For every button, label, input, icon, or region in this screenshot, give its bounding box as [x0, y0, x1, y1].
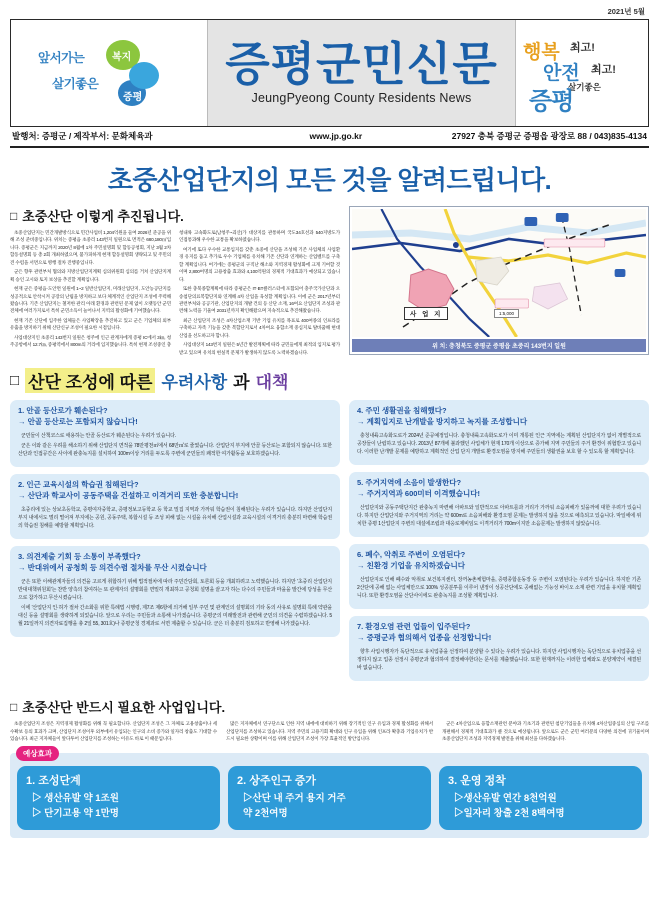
concern-para: 초중리에 있는 상보초등학교, 증평여자중학교, 증평정보고등학교 등 학교 밀집 지역과 가까워 학습권이 침해된다는 우려가 있습니다. 하지만 산업단지 부지 내에서도 멀리 떨어져 부지에는 공원, 공동주택, 복합시설 등 조성 피해 없는 시설을 유치해 산업시설과 교육시설의 이격거리 충분히 마련해 학습권의 학습권 침해를 예방할 계획입니다. — [18, 506, 332, 529]
concern-answer: → 안골 등산로는 포함되지 않습니다! — [18, 416, 138, 426]
brand-safe-text: 안전 — [543, 63, 580, 84]
paper-title: 증평군민신문 — [225, 38, 498, 91]
section2-title-part2: 우려사항 — [161, 373, 228, 392]
concern-para: 군은 또한 이해관계자들의 의견을 고르게 취합하기 위해 법적절차에 따라 주민간담회, 토론회 등을 개최하려고 노력했습니다. 하지만 '초중리 산업단지 반대대책위원회'는 찬반 양측의 참여하는 또 관계자의 설명회를 면밀히 개최하고 공청회 설명을 끝고자 하는 다수의 주민들과 마을을 발간에 당성을 무산으로 참가하고 무산시켰습니다. — [18, 578, 332, 601]
section2-title-part3: 과 — [233, 373, 250, 392]
section1-title: 초중산단 이렇게 추진됩니다. — [22, 209, 184, 224]
concern-question: 4. 주민 생활권을 침해했다? — [357, 406, 447, 415]
effect-card — [228, 766, 431, 829]
square-bullet-icon: □ — [10, 208, 18, 223]
concern-body — [357, 504, 641, 528]
section3-title: 초중산단 반드시 필요한 사업입니다. — [22, 700, 226, 716]
concern-answer: → 주거지역과 600미터 이격했습니다! — [357, 488, 480, 498]
brand-live-text: 살기좋은 — [568, 82, 601, 92]
brand-best-text-1: 최고! — [570, 42, 595, 54]
masthead-brand-area — [516, 20, 648, 126]
location-map-image — [352, 209, 646, 337]
effect-card — [17, 766, 220, 829]
section1-para: 최근 산업단지 조성은 4차산업소재 기반 기업 유치를 목표로 400여종의 인프라를 구축하고 자족 기능을 갖춘 복합단지로서 4차여요 융합소재 중심지로 탈바꿈해 현대산업을 선도하고자 합니다. — [179, 317, 340, 338]
section1-para: 현재 군은 증평읍·도안면 일원에 1~2 일반산업단지, 미래산업단지, 도안농공단지를 성공적으로 안착시켜 공장의 난립을 방지하고 보다 체계적인 산업단지 조성에 주력해왔습니다. 기존 산업단지는 철저한 관리 아래 환경과 관련된 문제 없이 오랫동안 군민 전체에 여러가지로서 특히 군민소득이 늘어나서 지역의 활성화에 기여했습니다. — [10, 286, 171, 314]
effect-card-title: 2. 상주인구 증가 — [237, 775, 317, 788]
masthead-logo-area — [11, 20, 207, 126]
section1-para: 군은 향후 관련부처 협의와 지방산업단지계획 심의위원회 심의를 거쳐 산업단지계획 승인 고시와 토지 보상을 추진할 계획입니다. — [10, 269, 171, 282]
logo-line1: 앞서가는 — [38, 51, 85, 65]
section1-para: 초중산업단지는 민간개발방식으로 민간사업비 1,204억원을 들여 2026년 준공을 위해 조성 준비중입니다. 위치는 증평읍 초중리 143번지 일원으로 면적은 680,180㎡입니다. 증평군은 지금까지 2020년 8월에 1차 주민설명회 및 합동공청회, 지난 3월 2차 합동설명회 등 총 2회 개최하였으며, 불가피하게 현재 합동설명회 생략되고 및 주민의견 수렴을 서면으로 병행 절차 진행중입니다. — [10, 230, 171, 265]
expected-effects-panel — [10, 749, 649, 837]
concern-answer: → 반대위에서 공청회 등 의견수렴 절차를 무산 시켰습니다 — [18, 562, 207, 572]
section3-para: 초중산업단지 조성은 지역경제 활성화를 위해 꼭 필요합니다. 산업단지 조성은 그 자체로 고용창출이나 세수확보 등의 효과가 크며, 산업단지 조성이후 외부에서 유입되는 인구의 소비 증가와 일자리 창출도 기대할 수 있습니다. 최근 지자체들이 앞다투어 산업단지를 조성하는 이유도 바로 이 때문입니다. — [10, 721, 217, 741]
logo-blob-text-1: 복지 — [112, 52, 132, 63]
concern-question: 7. 환경오염 관련 업들이 입주된다? — [357, 622, 471, 632]
concern-question: 1. 안골 등산로가 훼손된다? — [18, 406, 108, 415]
effect-card-line: ▷ 단기고용 약 1만명 — [32, 808, 119, 820]
concern-body — [18, 506, 332, 530]
concern-body — [357, 648, 641, 672]
effect-card-line: ▷일자리 창출 2천 8백여명 — [454, 808, 565, 820]
concern-question: 5. 주거지역에 소음이 발생한다? — [357, 478, 462, 488]
logo-line2: 살기좋은 — [52, 77, 99, 91]
map-caption: 위 치: 충청북도 증평군 증평읍 초중리 143번지 일원 — [352, 339, 646, 352]
map-site-label: 사 업 지 — [404, 307, 448, 320]
effect-card-line: ▷생산유발 연간 8천억원 — [454, 793, 557, 805]
map-scale-label: 1:5,000 — [494, 309, 519, 318]
concern-para: 충청내륙고속화도로가 2024년 준공예정입니다. 충청내륙고속화도로가 이미 개통된 인근 지역에는 계획된 산업단지가 없어 개별적으로 공장들이 난립하고 있습니다. 2013년 87개에 불과했던 사업체가 현재 170개 이상으로 증가해 지역 주민들의 주거 환경이 위협받고 있습니다. 이러한 난개발 문제를 예방하고 계획적인 산업 단지 개발로 환경오염을 방지해 주민들의 생활권을 보호 할 수 있도록 할 계획입니다. — [357, 432, 641, 455]
expected-effects-badge: 예상효과 — [16, 746, 59, 761]
concern-body — [357, 432, 641, 456]
section3-heading — [10, 697, 649, 716]
section2-title-part1: 산단 조성에 따른 — [25, 368, 155, 393]
issue-date: 2021년 5월 — [607, 7, 645, 16]
concern-body — [18, 578, 332, 629]
concern-answer: → 계획입지로 난개발을 방지하고 녹지를 조성합니다 — [357, 416, 528, 426]
masthead — [10, 19, 649, 127]
concern-body — [357, 576, 641, 600]
effect-card-title: 3. 운영 정착 — [448, 775, 506, 788]
section1-body — [10, 229, 340, 356]
concern-item — [349, 472, 649, 537]
logo-blob-text-2: 증평 — [123, 92, 143, 103]
brand-happy-text: 행복 — [523, 42, 560, 63]
publisher-info: 발행처: 증평군 / 제작부서: 문화체육과 — [12, 131, 153, 141]
concern-question: 2. 인근 교육시설의 학습권 침해된다? — [18, 480, 139, 490]
concern-body — [18, 432, 332, 458]
section3-para: 많은 지자체에서 연구단소로 인한 지역 내에에 대비하기 위해 장기적인 인구 유입과 경제 활성화를 위해서 산업단지를 조성하고 있습니다. 지역 주민의 고용기회 확대와 인구 유입을 위해 인프라 확충과 기업유치가 반드시 필요한 상황이며 이를 위해 산업단지 조성이 가장 효율적인 방안입니다. — [226, 721, 433, 741]
section1-text-column — [10, 206, 340, 356]
brand-best-text-2: 최고! — [591, 64, 616, 76]
effect-card-title: 1. 조성단계 — [26, 775, 81, 788]
concern-answer: → 증평군과 협의해서 업종을 선정합니다! — [357, 632, 492, 642]
concern-question: 6. 폐수, 악취로 주변이 오염된다? — [357, 550, 466, 560]
location-map-box — [349, 206, 649, 355]
section2-columns — [10, 400, 649, 688]
section1-para: 또한 충북종합계획에 따라 증평군은 IT·BT클러스터에 포함되어 충주국가산단과 오송첨단의료복합단지와 연계해 4차 산업을 육성할 계획입니다. 이에 군은 2017년부터 관련부처와 공공기관, 산업단지의 개발 건의 등 산단 소재, 16여요 산업단지 조성과 관련해 노력을 기울여 2031년까지 확인해왔으며 지속적으로 추진해왔습니다. — [179, 286, 340, 314]
concern-para: 향후 사업시행자가 독단적으로 유치업종을 선정하여 분양할 수 있다는 우려가 있습니다. 하지만 사업시행자는 독단적으로 유치업종을 선정하지 않고 업종 선정시 증평군과 협의하여 결정해야한다는 문서를 제출했습니다. 또한 현재까지는 이러한 업체와도 분양계약이 체결된 바 없습니다. — [357, 648, 641, 672]
concern-para: 군은 이와 같은 우려를 해소하기 위해 산업단지 면적을 78만평천㎡에서 68만㎡로 줄였습니다. 산업단지 부지에 안골 등산로는 포함되지 않습니다. 또한 산단과 인접공간은 사이에 완충녹지를 설치하여 100m이상 거리를 두도록 주변에 군민들의 쾌적한 여가활동을 보호하겠습니다. — [18, 442, 332, 457]
county-brand-mark — [523, 31, 641, 115]
page-headline: 초중산업단지의 모든 것을 알려드립니다. — [107, 165, 552, 195]
publisher-bar — [10, 127, 649, 148]
section1-para: 사업대상지인 초중리 143번지 일원은 청주에 인근 관계자에게 증평 IC에서 3㎞, 청주공항에서 12.7㎞, 증평역에서 800m의 거리에 입지했습니다. 특히 현재 조성중인 충청내륙 고속화도로(남청주~괴산)가 대상지를 관통하며 국도34호선과 540지방도가 인접통과해 우수한 교통을 확보하였습니다. — [10, 230, 340, 348]
section1-map-column — [349, 206, 649, 356]
section1-columns — [10, 206, 649, 356]
section2-right-column — [349, 400, 649, 688]
effect-card — [439, 766, 642, 829]
concern-item — [349, 400, 649, 465]
publisher-website[interactable]: www.jp.go.kr — [309, 131, 363, 141]
effect-card-line: 약 2천여명 — [243, 808, 288, 820]
brand-county-name: 증평 — [529, 88, 574, 115]
concern-item — [10, 400, 340, 467]
concern-item — [349, 616, 649, 681]
section1-para: 사업대상지 143번지 일원은 5년간 발전계획에 따라 군민들에게 최적의 입지로 평가받고 있으며 유치의 현실적 문제가 발생하지 않도록 노력하겠습니다. — [179, 342, 340, 355]
square-bullet-icon: □ — [10, 372, 20, 389]
concern-item — [10, 474, 340, 539]
section1-para: 현재 기존 산단에 입주한 업체들은 사업확장을 추진하고 있고 군은 기업체의 외부유출을 방지하기 위해 산단신규 조성이 필요한 시점입니다. — [10, 317, 171, 331]
effect-card-line: ▷ 생산유발 약 1조원 — [32, 793, 119, 805]
concern-para: 이에 '산업단지 인·허가 절차 간소화를 위한 특례법 시행령, 제7조 제6항에 의거해 일부 주민 및 관계인의 설명회의 기타 동의 사유로 설명회 특례 약관을 대신 등을 설명회를 생략하게 되었습니다. 앞으로 우리는 주민들과 소통해 나가겠습니다. 증평군의 미래발전과 관련해 군민의 의견을 수렴하겠습니다. 5월 21일까지 의견자료집행을 총 2일 55, 301호)나 증평군청 경제과로 서면 제출할 수 있습니다. 군은 더 충분히 검토하고 반영해 나가겠습니다. — [18, 605, 332, 628]
section1-heading — [10, 206, 340, 225]
county-logo — [34, 36, 184, 110]
logo-blob-cyan-icon — [129, 62, 159, 89]
section2-left-column — [10, 400, 340, 688]
masthead-title-area — [207, 20, 516, 126]
concern-answer: → 친환경 기업을 유치하겠습니다 — [357, 560, 465, 570]
section1-para: 여기에 또다 우수한 교통입지를 갖춘 초중에 산단을 조성해 기존 사업체의 사업환경 유지를 돕고 추가로 우수 기업체를 유치해 기존 산단과 연계하는 산업벨트를 구축할 계획입니다. 여기에는 증평군의 구직난 해소와 지역경제 활성화에 크게 기여할 것이며 2,800여명의 고용창출 효과와 4,100억원의 경제적 기대효과가 예상되고 있습니다. — [179, 246, 340, 282]
concern-item — [10, 546, 340, 637]
concern-answer: → 산단과 학교사이 공동주택을 건설하고 이격거리 또한 충분합니다! — [18, 490, 239, 500]
concern-para: 산업단지와 공동주택단지간 완충녹지 마련해 아파트와 일반적으로 아파트를과 거리가 가까워 소음피해가 있을까에 대한 우려가 있습니다. 하지만 산업단지와 주거지역의 거리는 약 600m로 소음피해와 환경오염 문제는 발생하지 않을 것으로 예측되고 있습니다. 막일에에 위치한 증평 1산업단지 주변의 대설에조립과 대응로제비임도 이격거리가 700m이지만 소음문제는 발생하지 않았습니다. — [357, 504, 641, 527]
section3-para: 군은 4차산업으로 융합소재관련 분야과 기초기과 관련된 첨단기업들을 유치해 4차산업중심의 산업 구조를 개편해서 경제적 기대효과가 클 것으로 예상됩니다. 앞으로도 군은 군민 여러분의 다양한 의견에 귀기울이며 초중산업단지 조성과 지역경제 발전을 위해 최선을 다하겠습니다. — [442, 721, 649, 741]
section2-title-part4: 대책 — [255, 373, 289, 392]
publisher-address: 27927 충북 증평군 증평읍 광장로 88 / 043)835-4134 — [451, 131, 647, 141]
concern-para: 산업단지로 인해 폐수와 악취로 보건복지센터, 장꺼농촌체험마을, 증평종합운동장 등 주변이 오염된다는 우려가 있습니다. 하지만 기존 2산단에 공해 없는 사업체만으로 100% 성공분투를 이루어 낸정이 성공산단에도 공해없는 기능성 바이오 소재 관련 기업을 유치할 계획입니다. 또한 환경오염을 산단사이에도 완충녹지를 조성할 계획입니다. — [357, 576, 641, 599]
square-bullet-icon: □ — [10, 699, 18, 714]
concern-question: 3. 의견제출 기회 등 소통이 부족했다? — [18, 552, 141, 562]
paper-subtitle: JeungPyeong County Residents News — [251, 90, 472, 105]
section2-heading — [10, 368, 649, 393]
concern-item — [349, 544, 649, 609]
effect-card-line: ▷산단 내 주거 용지 거주 — [243, 793, 346, 805]
section3-body — [10, 720, 649, 744]
expected-effects-row — [17, 766, 642, 829]
concern-para: 군민들이 산책코스로 애용하는 안골 등산로가 훼손된다는 우려가 있습니다. — [21, 432, 176, 439]
